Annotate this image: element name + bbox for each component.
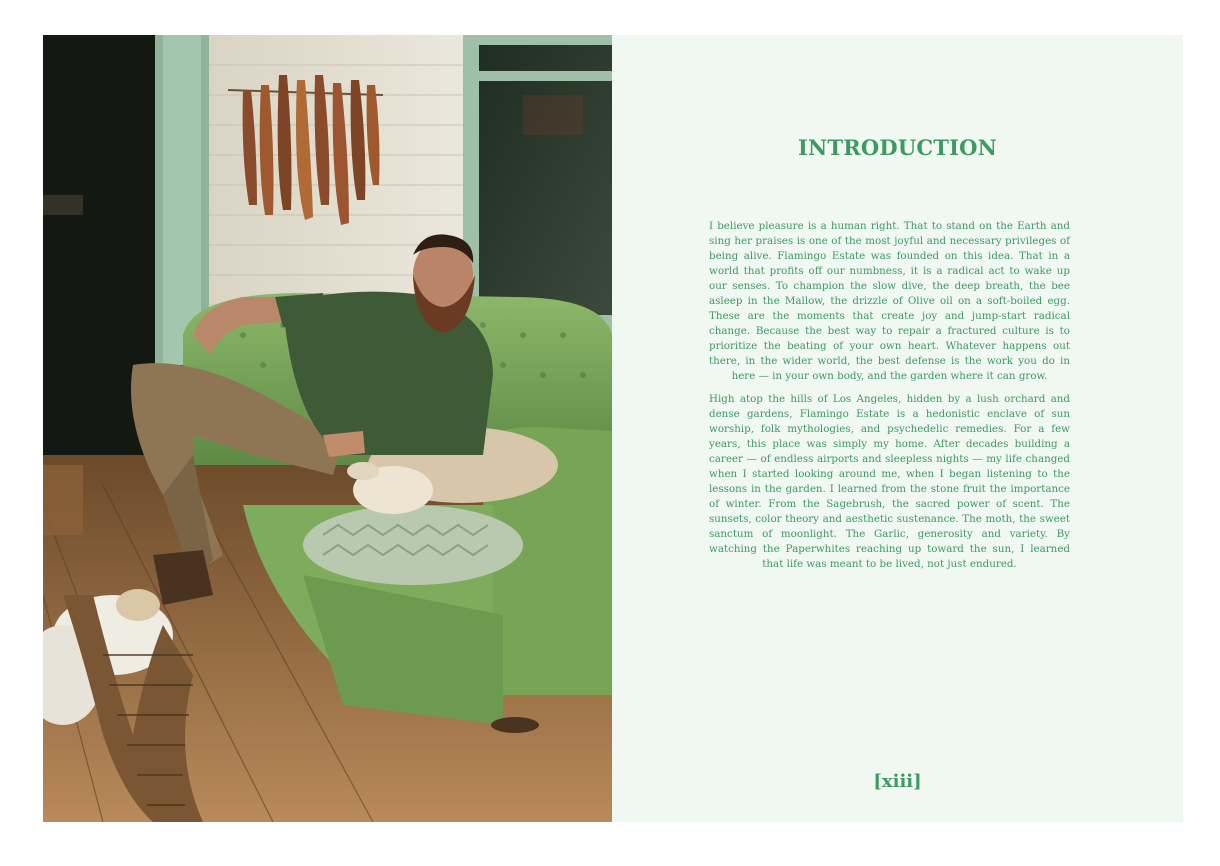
chapter-title: INTRODUCTION: [798, 135, 997, 160]
text-page: [612, 35, 1183, 822]
paragraph-2: High atop the hills of Los Angeles, hidden by a lush orchard and dense gardens, Flamingo Estate is a hedonistic enclave of sun worship, folk mythologies, and psychedelic remedies. For a few years, this place was simply my home. After decades building a career — of endless airports and sleepless nights — my life changed when I started looking around me, when I began listening to the lessons in the garden. I learned from the stone fruit the importance of winter. From the Sagebrush, the sacred power of scent. The sunsets, color theory and aesthetic sustenance. The moth, the sweet sanctum of moonlight. The Garlic, generosity and variety. By watching the Paperwhites reaching up toward the sun, I learned that life was meant to be lived, not just endured.: [709, 393, 1070, 570]
photo-page: [43, 35, 612, 822]
portrait-photo: [43, 35, 612, 822]
body-copy: [709, 219, 1070, 580]
page-number: [xiii]: [873, 771, 922, 792]
paragraph-1: I believe pleasure is a human right. That to stand on the Earth and sing her praises is one of the most joyful and necessary privileges of being alive. Flamingo Estate was founded on this idea. That in a world that profits off our numbness, it is a radical act to wake up our senses. To champion the slow dive, the deep breath, the bee asleep in the Mallow, the drizzle of Olive oil on a soft-boiled egg. These are the moments that create joy and jump-start radical change. Because the best way to repair a fractured culture is to prioritize the beating of your own heart. Whatever happens out there, in the wider world, the best defense is the work you do in here — in your own body, and the garden where it can grow.: [709, 220, 1070, 382]
book-spread: [43, 35, 1183, 822]
